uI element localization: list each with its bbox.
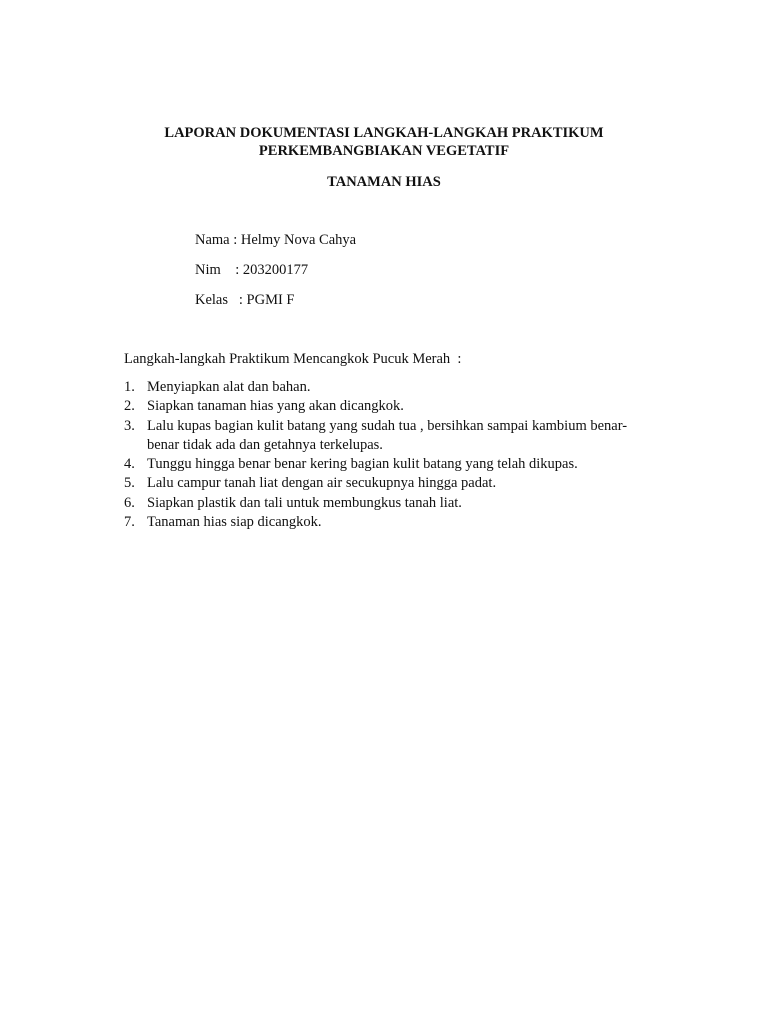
- list-item: [124, 455, 654, 474]
- step-text: Siapkan tanaman hias yang akan dicangkok.: [147, 398, 404, 415]
- step-number: 5.: [124, 475, 135, 492]
- list-item: [124, 378, 654, 397]
- step-number: 7.: [124, 514, 135, 531]
- step-text: Lalu kupas bagian kulit batang yang sudah tua , bersihkan sampai kambium benar-benar tidak ada dan getahnya terkelupas.: [147, 417, 628, 453]
- steps-list: [124, 378, 654, 532]
- list-item: [124, 397, 654, 416]
- steps-intro: Langkah-langkah Praktikum Mencangkok Pucuk Merah :: [124, 351, 462, 367]
- step-text: Siapkan plastik dan tali untuk membungkus tanah liat.: [147, 494, 462, 511]
- document-subtitle: TANAMAN HIAS: [327, 174, 441, 190]
- step-number: 1.: [124, 379, 135, 395]
- step-text: Tunggu hingga benar benar kering bagian kulit batang yang telah dikupas.: [147, 456, 578, 473]
- list-item: [124, 474, 654, 493]
- list-item: [124, 417, 654, 456]
- student-class: Kelas : PGMI F: [195, 292, 295, 308]
- step-number: 4.: [124, 456, 135, 473]
- step-text: Menyiapkan alat dan bahan.: [147, 379, 311, 395]
- student-name: Nama : Helmy Nova Cahya: [195, 232, 357, 248]
- document-title-line-1: LAPORAN DOKUMENTASI LANGKAH-LANGKAH PRAKTIKUM: [164, 125, 604, 141]
- document-title-line-2: PERKEMBANGBIAKAN VEGETATIF: [258, 143, 510, 159]
- list-item: [124, 513, 654, 532]
- list-item: [124, 494, 654, 513]
- step-text: Lalu campur tanah liat dengan air secukupnya hingga padat.: [147, 475, 497, 492]
- step-number: 2.: [124, 398, 135, 415]
- step-number: 6.: [124, 494, 135, 511]
- step-text: Tanaman hias siap dicangkok.: [147, 514, 322, 531]
- step-number: 3.: [124, 417, 135, 434]
- student-nim: Nim : 203200177: [195, 262, 309, 278]
